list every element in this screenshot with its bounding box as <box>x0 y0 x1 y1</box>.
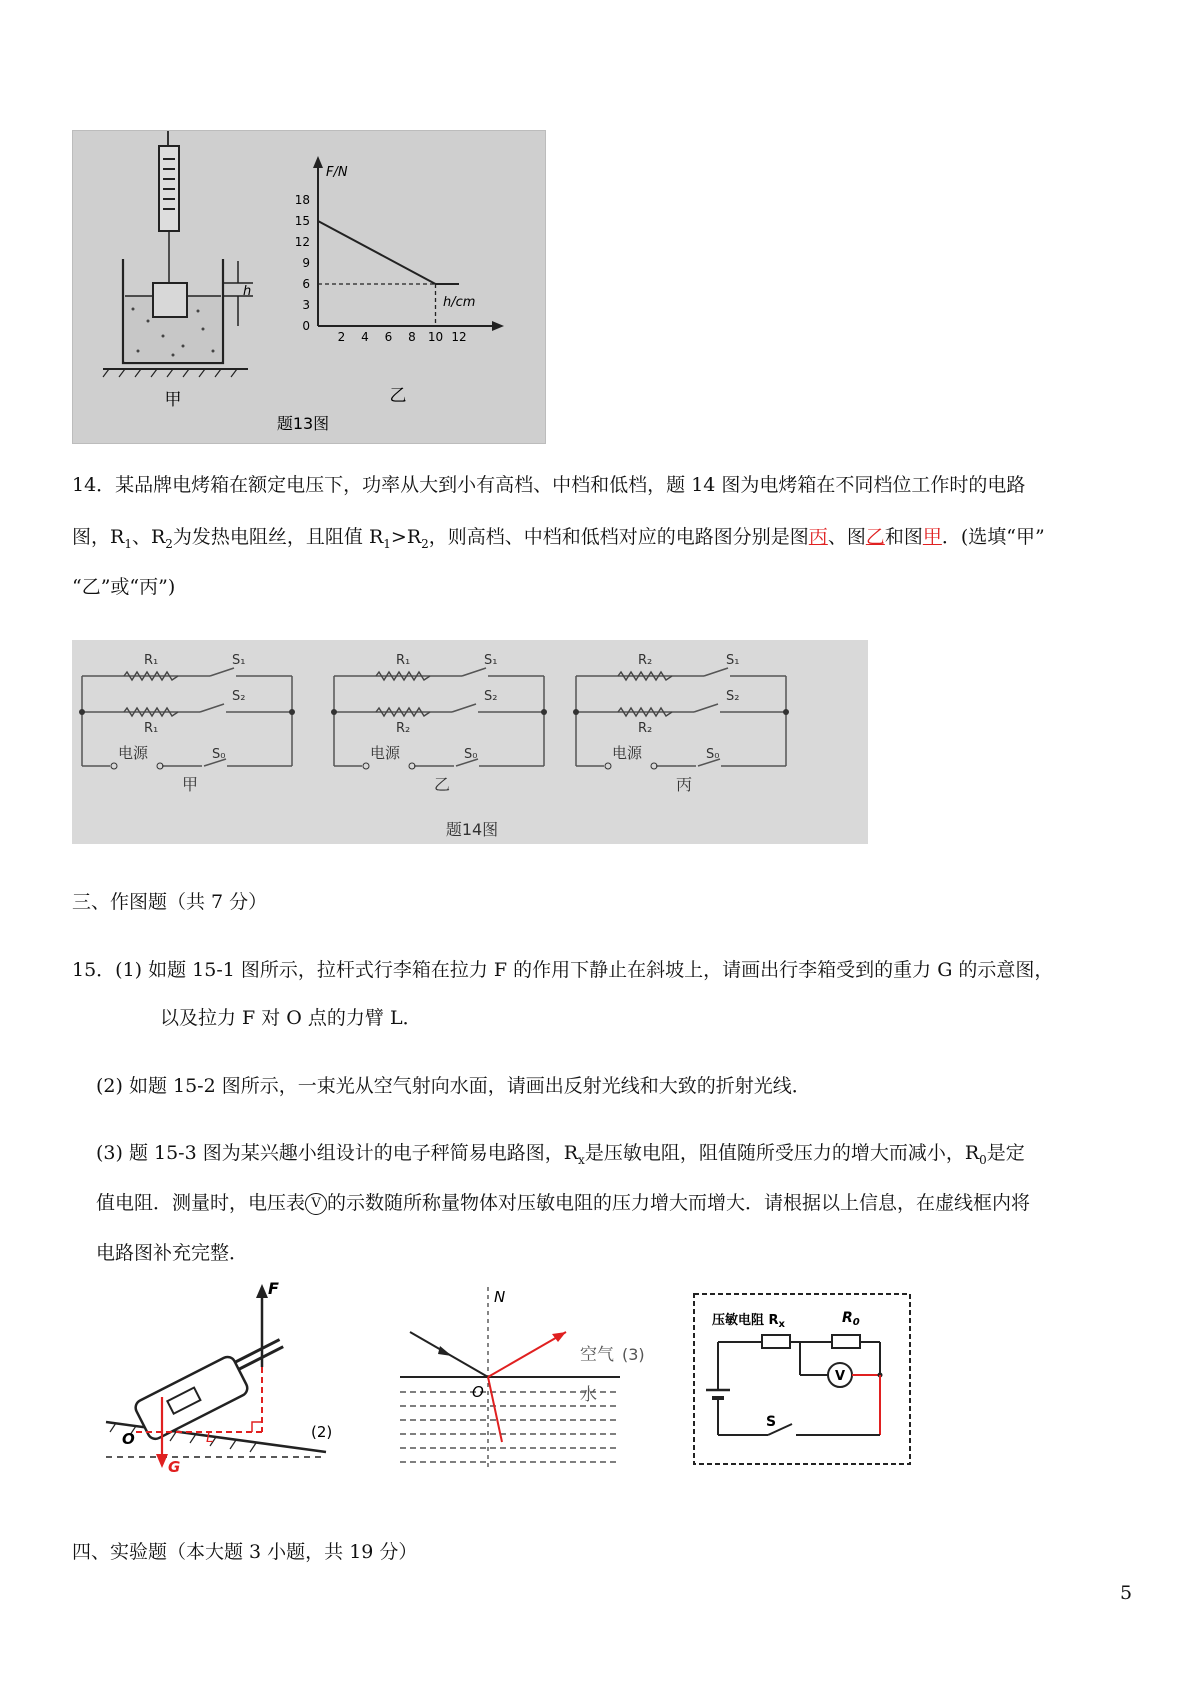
q14-text-b: 、R <box>131 526 166 548</box>
rx-label-text: 压敏电阻 R <box>712 1313 779 1328</box>
x-tick-label: 6 <box>384 330 393 344</box>
rx-label-sub: x <box>778 1319 785 1330</box>
question-15-part-1-line-1: 15．(1) 如题 15-1 图所示，拉杆式行李箱在拉力 F 的作用下静止在斜坡上，请画出行李箱受到的重力 G 的示意图， <box>72 959 1054 981</box>
figure-15-2 <box>380 1282 680 1472</box>
q14-sub-1: 1 <box>124 536 132 551</box>
circuit-2 <box>331 653 547 794</box>
q15-p3-text-d: 值电阻．测量时，电压表 <box>96 1192 306 1214</box>
circuit-label: 丙 <box>676 775 693 794</box>
question-15-part-1-line-2: 以及拉力 F 对 O 点的力臂 L． <box>160 1007 422 1029</box>
figure-15-1-note: (2) <box>311 1423 333 1441</box>
x-tick-label: 2 <box>337 330 346 344</box>
y-axis-label: F/N <box>326 165 348 180</box>
figure-13 <box>72 130 546 444</box>
lever-arm-l-label: L <box>206 1430 214 1446</box>
voltmeter-symbol: V <box>305 1193 327 1215</box>
switch-s1-label: S₁ <box>726 653 740 668</box>
x-tick-label: 10 <box>427 330 444 344</box>
x-tick-label: 8 <box>408 330 416 344</box>
switch-s1-label: S₁ <box>232 653 246 668</box>
switch-s0-label: S₀ <box>464 747 478 762</box>
resistor-mid-label: R₁ <box>144 721 159 736</box>
question-15-part-3-line-2 <box>96 1188 1030 1218</box>
figure-14-caption: 题14图 <box>445 820 499 839</box>
x-axis-label: h/cm <box>443 295 476 310</box>
r0-label <box>842 1310 860 1328</box>
normal-n-label: N <box>494 1288 506 1306</box>
q14-text-d: >R <box>390 526 422 548</box>
q14-answer-3: 甲 <box>922 526 942 548</box>
force-f-label: F <box>268 1282 279 1298</box>
x-axis-arrow <box>492 321 504 331</box>
cylinder-block <box>153 283 187 317</box>
power-source-label: 电源 <box>118 744 149 762</box>
switch-s1-label: S₁ <box>484 653 498 668</box>
y-tick-label: 18 <box>294 193 310 207</box>
y-axis-arrow <box>313 156 323 168</box>
question-14-line-3: “乙”或“丙”) <box>72 576 176 598</box>
resistor-top-label: R₁ <box>144 653 159 668</box>
circuit-label: 甲 <box>182 775 199 794</box>
switch-s-label: S <box>766 1414 777 1430</box>
q14-text-e: ，则高档、中档和低档对应的电路图分别是图 <box>428 526 809 548</box>
q14-answer-2: 乙 <box>865 526 885 548</box>
q14-sub-4: 2 <box>421 536 429 551</box>
switch-s0-label: S₀ <box>212 747 226 762</box>
x-tick-label: 12 <box>451 330 467 344</box>
figure-15-1-drawing <box>96 1282 336 1472</box>
force-depth-chart <box>295 156 504 344</box>
power-source-label: 电源 <box>612 744 643 762</box>
question-15-part-3-line-1 <box>96 1138 1025 1175</box>
q14-text-h: ．(选填“甲” <box>941 526 1045 548</box>
q14-text-f: 、图 <box>827 526 866 548</box>
q14-text-a: 图，R <box>72 526 125 548</box>
switch-s2-label: S₂ <box>726 689 740 704</box>
page-number: 5 <box>1120 1582 1133 1604</box>
y-tick-label: 0 <box>302 319 310 333</box>
gravity-g-label: G <box>168 1458 181 1472</box>
air-label: 空气 <box>580 1345 614 1365</box>
voltmeter-label: V <box>834 1369 846 1384</box>
q14-text-g: 和图 <box>884 526 923 548</box>
section-3-title: 三、作图题（共 7 分） <box>72 891 268 913</box>
y-tick-label: 15 <box>294 214 310 228</box>
y-tick-label: 3 <box>302 298 310 312</box>
circuit-1 <box>79 653 295 794</box>
question-15-part-2: (2) 如题 15-2 图所示，一束光从空气射向水面，请画出反射光线和大致的折射光线． <box>96 1075 811 1097</box>
q15-p3-text-a: (3) 题 15-3 图为某兴趣小组设计的电子秤简易电路图，R <box>96 1142 579 1164</box>
q15-p3-sub-2: 0 <box>979 1152 987 1167</box>
x-tick-label: 4 <box>361 330 369 344</box>
q14-sub-2: 2 <box>165 536 173 551</box>
y-tick-label: 9 <box>302 256 310 270</box>
figure-14-drawing <box>72 640 868 844</box>
figure-13-right-label: 乙 <box>389 386 407 406</box>
resistor-mid-label: R₂ <box>396 721 411 736</box>
depth-label: h <box>243 284 252 299</box>
question-14-line-1: 14．某品牌电烤箱在额定电压下，功率从大到小有高档、中档和低档，题 14 图为电烤箱在不同档位工作时的电路 <box>72 474 1026 496</box>
y-tick-label: 6 <box>302 277 310 291</box>
q15-p3-text-c: 是定 <box>986 1142 1025 1164</box>
figure-15-2-note: (3) <box>622 1345 645 1364</box>
resistor-r0 <box>832 1335 860 1348</box>
figure-13-drawing <box>73 131 545 443</box>
pivot-o-label: O <box>122 1430 135 1448</box>
resistor-rx <box>762 1335 790 1348</box>
q15-p3-text-b: 是压敏电阻，阻值随所受压力的增大而减小，R <box>584 1142 980 1164</box>
q15-p3-text-e: 的示数随所称量物体对压敏电阻的压力增大而增大．请根据以上信息，在虚线框内将 <box>327 1192 1031 1214</box>
resistor-top-label: R₂ <box>638 653 653 668</box>
figure-14 <box>72 640 868 844</box>
r0-label-text: R <box>842 1310 853 1326</box>
switch-s0-label: S₀ <box>706 747 720 762</box>
q14-text-c: 为发热电阻丝，且阻值 R <box>172 526 384 548</box>
figure-15-1 <box>96 1282 336 1472</box>
figure-13-left-label: 甲 <box>164 390 182 410</box>
figure-15-2-drawing <box>380 1282 680 1472</box>
pressure-resistor-label <box>712 1312 786 1330</box>
r0-label-sub: 0 <box>852 1317 860 1328</box>
section-4-title: 四、实验题（本大题 3 小题，共 19 分） <box>72 1541 418 1563</box>
incidence-point-o-label: O <box>472 1383 484 1401</box>
q14-answer-1: 丙 <box>808 526 828 548</box>
question-15-part-3-line-3: 电路图补充完整． <box>96 1242 249 1264</box>
figure-13-caption: 题13图 <box>276 414 330 433</box>
power-source-label: 电源 <box>370 744 401 762</box>
circuit-label: 乙 <box>434 775 451 794</box>
q15-p3-sub-1: x <box>578 1152 585 1167</box>
question-14-line-2 <box>72 522 1045 559</box>
switch-s2-label: S₂ <box>232 689 246 704</box>
resistor-top-label: R₁ <box>396 653 411 668</box>
circuit-3 <box>573 653 789 794</box>
figure-15-3 <box>690 1290 916 1470</box>
resistor-mid-label: R₂ <box>638 721 653 736</box>
water-label: 水 <box>580 1385 597 1405</box>
force-line <box>318 221 459 284</box>
q14-sub-3: 1 <box>383 536 391 551</box>
switch-s2-label: S₂ <box>484 689 498 704</box>
y-tick-label: 12 <box>294 235 310 249</box>
figure-15-3-drawing <box>690 1290 916 1470</box>
